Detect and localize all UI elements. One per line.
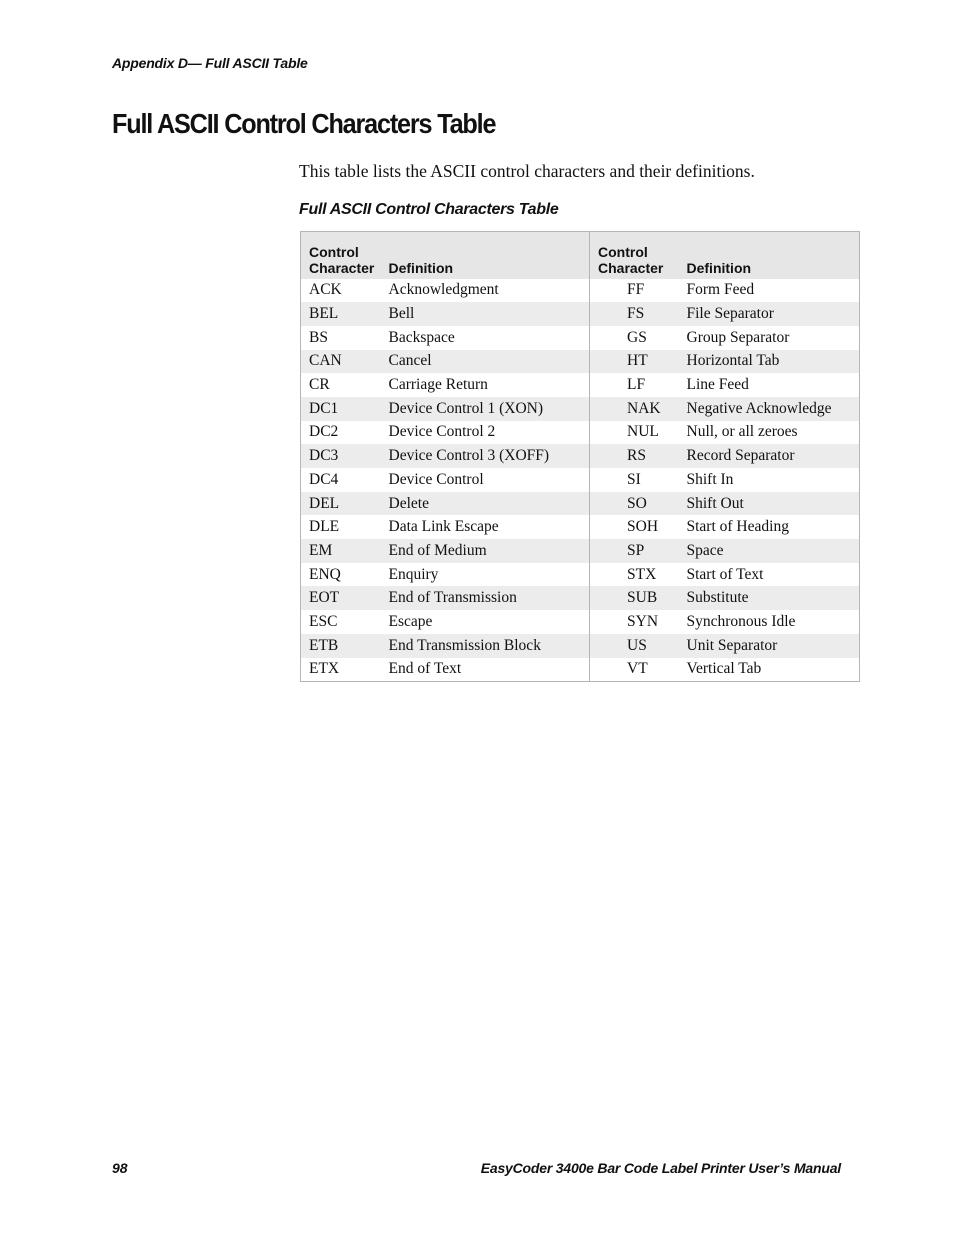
table-row <box>301 610 860 634</box>
definition-cell: Device Control 2 <box>388 423 496 441</box>
header-control-character-left: Control Character <box>301 232 381 279</box>
page-title: Full ASCII Control Characters Table <box>112 108 496 139</box>
table-row <box>301 326 860 350</box>
definition-cell: Backspace <box>388 328 455 346</box>
definition-cell: Shift Out <box>679 492 860 516</box>
definition-cell: End of Text <box>388 660 462 678</box>
control-character-cell: BS <box>309 328 328 346</box>
control-character-cell: ETX <box>309 660 340 678</box>
ascii-control-table <box>300 231 860 682</box>
definition-cell: Enquiry <box>388 565 439 583</box>
table-row <box>301 421 860 445</box>
header-definition-right: Definition <box>679 232 860 279</box>
definition-cell: Substitute <box>679 586 860 610</box>
control-character-cell: EM <box>301 539 381 563</box>
control-character-cell: RS <box>590 444 679 468</box>
definition-cell: Start of Text <box>686 565 764 583</box>
control-character-cell: FF <box>590 279 679 303</box>
definition-cell: Record Separator <box>679 444 860 468</box>
table-body <box>301 279 860 682</box>
control-character-cell: DC1 <box>301 397 381 421</box>
definition-cell: End of Medium <box>381 539 590 563</box>
definition-cell: Unit Separator <box>679 634 860 658</box>
control-character-cell: ESC <box>309 612 338 630</box>
definition-cell: End of Transmission <box>381 586 590 610</box>
table-header-row <box>301 232 860 279</box>
control-character-cell: VT <box>590 658 679 682</box>
table-row <box>301 444 860 468</box>
running-head: Appendix D— Full ASCII Table <box>112 55 308 71</box>
control-character-cell: DLE <box>309 518 340 536</box>
definition-cell: Line Feed <box>686 376 749 394</box>
definition-cell: File Separator <box>679 302 860 326</box>
table-row <box>301 634 860 658</box>
control-character-cell: STX <box>590 563 679 587</box>
control-character-cell: BEL <box>301 302 381 326</box>
table-row <box>301 586 860 610</box>
intro-paragraph: This table lists the ASCII control characters and their definitions. <box>299 161 755 181</box>
control-character-cell: EOT <box>301 586 381 610</box>
control-character-cell: SP <box>590 539 679 563</box>
definition-cell: Horizontal Tab <box>679 350 860 374</box>
definition-cell: Negative Acknowledge <box>679 397 860 421</box>
control-character-cell: ENQ <box>309 565 341 583</box>
control-character-cell: SOH <box>590 515 679 539</box>
manual-title: EasyCoder 3400e Bar Code Label Printer User’s Manual <box>480 1160 841 1176</box>
control-character-cell: DC2 <box>309 423 339 441</box>
definition-cell: Device Control 1 (XON) <box>381 397 590 421</box>
control-character-cell: CAN <box>301 350 381 374</box>
definition-cell: Escape <box>388 612 433 630</box>
control-character-cell: GS <box>590 326 679 350</box>
table-row <box>301 492 860 516</box>
definition-cell: Synchronous Idle <box>686 612 796 630</box>
table-row <box>301 302 860 326</box>
definition-cell: Device Control 3 (XOFF) <box>381 444 590 468</box>
table-row <box>301 350 860 374</box>
definition-cell: Bell <box>381 302 590 326</box>
table-row <box>301 373 860 397</box>
definition-cell: End Transmission Block <box>381 634 590 658</box>
definition-cell: Space <box>679 539 860 563</box>
definition-cell: Form Feed <box>686 281 755 299</box>
definition-cell: Null, or all zeroes <box>686 423 798 441</box>
definition-cell: Data Link Escape <box>388 518 499 536</box>
table-row <box>301 563 860 587</box>
definition-cell: Group Separator <box>686 328 790 346</box>
control-character-cell: US <box>590 634 679 658</box>
header-definition-left: Definition <box>381 232 590 279</box>
control-character-cell: DC3 <box>301 444 381 468</box>
table-row <box>301 515 860 539</box>
definition-cell: Carriage Return <box>388 376 488 394</box>
table-caption: Full ASCII Control Characters Table <box>299 201 559 218</box>
definition-cell: Shift In <box>686 470 734 488</box>
control-character-cell: NAK <box>590 397 679 421</box>
table-row <box>301 468 860 492</box>
table-row <box>301 397 860 421</box>
control-character-cell: NUL <box>590 421 679 445</box>
control-character-cell: ACK <box>309 281 342 299</box>
definition-cell: Cancel <box>381 350 590 374</box>
header-control-character-right: Control Character <box>590 232 679 279</box>
table-row <box>301 658 860 682</box>
table-row <box>301 279 860 303</box>
control-character-cell: LF <box>590 373 679 397</box>
control-character-cell: SI <box>590 468 679 492</box>
control-character-cell: DC4 <box>309 470 339 488</box>
control-character-cell: SYN <box>590 610 679 634</box>
control-character-cell: DEL <box>301 492 381 516</box>
control-character-cell: CR <box>309 376 330 394</box>
definition-cell: Vertical Tab <box>686 660 762 678</box>
table-row <box>301 539 860 563</box>
control-character-cell: SO <box>590 492 679 516</box>
control-character-cell: HT <box>590 350 679 374</box>
definition-cell: Acknowledgment <box>388 281 499 299</box>
page-number: 98 <box>112 1160 128 1176</box>
definition-cell: Delete <box>381 492 590 516</box>
control-character-cell: SUB <box>590 586 679 610</box>
control-character-cell: ETB <box>301 634 381 658</box>
definition-cell: Device Control <box>388 470 484 488</box>
definition-cell: Start of Heading <box>686 518 789 536</box>
control-character-cell: FS <box>590 302 679 326</box>
